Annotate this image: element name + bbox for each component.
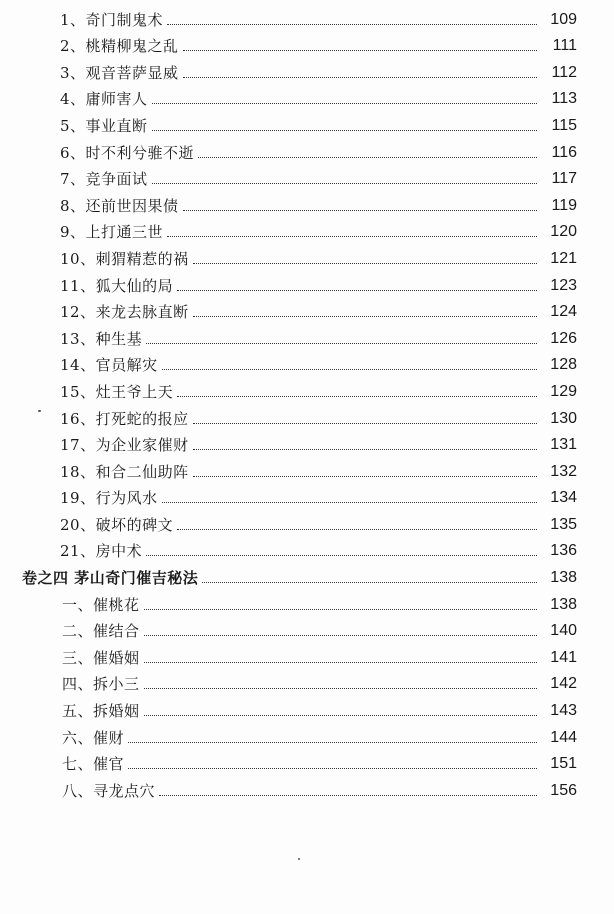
toc-entry-title: 8、还前世因果债: [60, 196, 179, 215]
toc-entry-title: 9、上打通三世: [60, 223, 164, 242]
dot-leader: [167, 236, 537, 237]
toc-entry[interactable]: [0, 191, 614, 218]
dot-leader: [177, 396, 537, 397]
toc-entry[interactable]: [0, 643, 614, 670]
dot-leader: [193, 476, 537, 477]
toc-entry-title: 七、催官: [62, 755, 125, 774]
toc-entry-page-number: 151: [550, 755, 577, 773]
toc-entry-page-number: 130: [550, 409, 577, 427]
toc-entry[interactable]: [0, 457, 614, 484]
toc-entry-title: 4、庸师害人: [60, 90, 148, 109]
toc-entry-page-number: 138: [550, 595, 577, 613]
dot-leader: [162, 502, 537, 503]
dot-leader: [177, 529, 537, 530]
toc-entry[interactable]: [0, 537, 614, 564]
dot-leader: [193, 449, 537, 450]
toc-entry-page-number: 134: [550, 489, 577, 507]
toc-entry[interactable]: [0, 244, 614, 271]
scan-speck: [38, 410, 41, 412]
dot-leader: [128, 768, 537, 769]
toc-entry-title: 14、官员解灾: [60, 356, 158, 375]
toc-section-heading[interactable]: [0, 563, 614, 590]
toc-entry[interactable]: [0, 750, 614, 777]
dot-leader: [144, 635, 537, 636]
dot-leader: [128, 742, 537, 743]
toc-entry[interactable]: [0, 590, 614, 617]
toc-entry[interactable]: [0, 111, 614, 138]
dot-leader: [183, 210, 537, 211]
toc-entry-title: 11、狐大仙的局: [60, 276, 174, 295]
toc-entry-page-number: 123: [550, 276, 577, 294]
dot-leader: [177, 290, 537, 291]
table-of-contents: [0, 5, 614, 803]
toc-entry-page-number: 156: [550, 781, 577, 799]
toc-entry-title: 四、拆小三: [62, 675, 140, 694]
toc-entry-title: 18、和合二仙助阵: [60, 462, 189, 481]
toc-entry[interactable]: [0, 298, 614, 325]
dot-leader: [152, 130, 537, 131]
toc-entry-title: 卷之四 茅山奇门催吉秘法: [22, 569, 199, 588]
toc-entry-page-number: 131: [550, 436, 577, 454]
toc-entry-page-number: 109: [550, 10, 577, 28]
toc-entry-page-number: 117: [551, 170, 577, 188]
toc-entry[interactable]: [0, 58, 614, 85]
dot-leader: [144, 715, 537, 716]
dot-leader: [202, 582, 537, 583]
dot-leader: [144, 688, 537, 689]
toc-entry[interactable]: [0, 32, 614, 59]
dot-leader: [152, 183, 537, 184]
toc-entry[interactable]: [0, 324, 614, 351]
toc-entry-page-number: 129: [550, 382, 577, 400]
dot-leader: [144, 609, 537, 610]
dot-leader: [152, 103, 537, 104]
toc-entry-page-number: 120: [550, 223, 577, 241]
dot-leader: [183, 50, 537, 51]
toc-entry-title: 15、灶王爷上天: [60, 382, 174, 401]
toc-entry-title: 1、奇门制鬼术: [60, 10, 164, 29]
dot-leader: [193, 423, 537, 424]
toc-entry-title: 二、催结合: [62, 622, 140, 641]
toc-entry-page-number: 138: [550, 569, 577, 587]
toc-entry-page-number: 119: [551, 196, 577, 214]
dot-leader: [198, 157, 537, 158]
toc-entry[interactable]: [0, 377, 614, 404]
toc-entry-page-number: 143: [550, 702, 577, 720]
toc-entry-page-number: 142: [550, 675, 577, 693]
toc-entry-page-number: 144: [550, 728, 577, 746]
toc-entry-title: 17、为企业家催财: [60, 436, 189, 455]
toc-entry-page-number: 115: [551, 116, 577, 134]
toc-entry-page-number: 111: [552, 37, 577, 55]
toc-entry-title: 12、来龙去脉直断: [60, 303, 189, 322]
toc-entry-title: 八、寻龙点穴: [62, 781, 156, 800]
dot-leader: [183, 77, 537, 78]
toc-entry[interactable]: [0, 271, 614, 298]
toc-entry[interactable]: [0, 138, 614, 165]
toc-entry[interactable]: [0, 431, 614, 458]
toc-entry[interactable]: [0, 85, 614, 112]
toc-entry-title: 7、竞争面试: [60, 170, 148, 189]
toc-entry-title: 19、行为风水: [60, 489, 158, 508]
dot-leader: [144, 662, 537, 663]
dot-leader: [193, 316, 537, 317]
dot-leader: [146, 343, 537, 344]
scan-speck: [298, 858, 300, 860]
toc-entry[interactable]: [0, 723, 614, 750]
toc-entry-page-number: 112: [551, 63, 577, 81]
toc-entry-page-number: 135: [550, 515, 577, 533]
toc-entry[interactable]: [0, 351, 614, 378]
dot-leader: [146, 555, 537, 556]
toc-entry-title: 3、观音菩萨显威: [60, 63, 179, 82]
toc-entry-title: 21、房中术: [60, 542, 143, 561]
toc-entry-page-number: 124: [550, 303, 577, 321]
toc-entry-title: 10、刺猬精惹的祸: [60, 249, 189, 268]
toc-entry-title: 五、拆婚姻: [62, 702, 140, 721]
toc-entry[interactable]: [0, 696, 614, 723]
toc-entry[interactable]: [0, 510, 614, 537]
toc-entry[interactable]: [0, 484, 614, 511]
toc-entry[interactable]: [0, 670, 614, 697]
toc-entry[interactable]: [0, 5, 614, 32]
toc-entry[interactable]: [0, 218, 614, 245]
dot-leader: [159, 795, 537, 796]
toc-entry-page-number: 128: [550, 356, 577, 374]
toc-entry-page-number: 121: [550, 249, 577, 267]
toc-entry-title: 一、催桃花: [62, 595, 140, 614]
dot-leader: [162, 369, 537, 370]
toc-entry-page-number: 126: [550, 329, 577, 347]
toc-entry-page-number: 140: [550, 622, 577, 640]
toc-entry-title: 6、时不利兮骓不逝: [60, 143, 195, 162]
toc-entry[interactable]: [0, 404, 614, 431]
toc-entry-page-number: 116: [551, 143, 577, 161]
toc-entry-page-number: 113: [551, 90, 577, 108]
toc-entry-title: 16、打死蛇的报应: [60, 409, 189, 428]
toc-entry[interactable]: [0, 617, 614, 644]
toc-entry-page-number: 136: [550, 542, 577, 560]
toc-entry-page-number: 132: [550, 462, 577, 480]
dot-leader: [167, 24, 537, 25]
toc-entry[interactable]: [0, 165, 614, 192]
toc-entry-title: 5、事业直断: [60, 116, 148, 135]
toc-entry-title: 六、催财: [62, 728, 125, 747]
toc-entry-title: 2、桃精柳鬼之乱: [60, 37, 179, 56]
toc-entry[interactable]: [0, 776, 614, 803]
toc-entry-title: 三、催婚姻: [62, 648, 140, 667]
toc-entry-title: 20、破坏的碑文: [60, 515, 174, 534]
toc-entry-title: 13、种生基: [60, 329, 143, 348]
toc-entry-page-number: 141: [550, 648, 577, 666]
dot-leader: [193, 263, 537, 264]
